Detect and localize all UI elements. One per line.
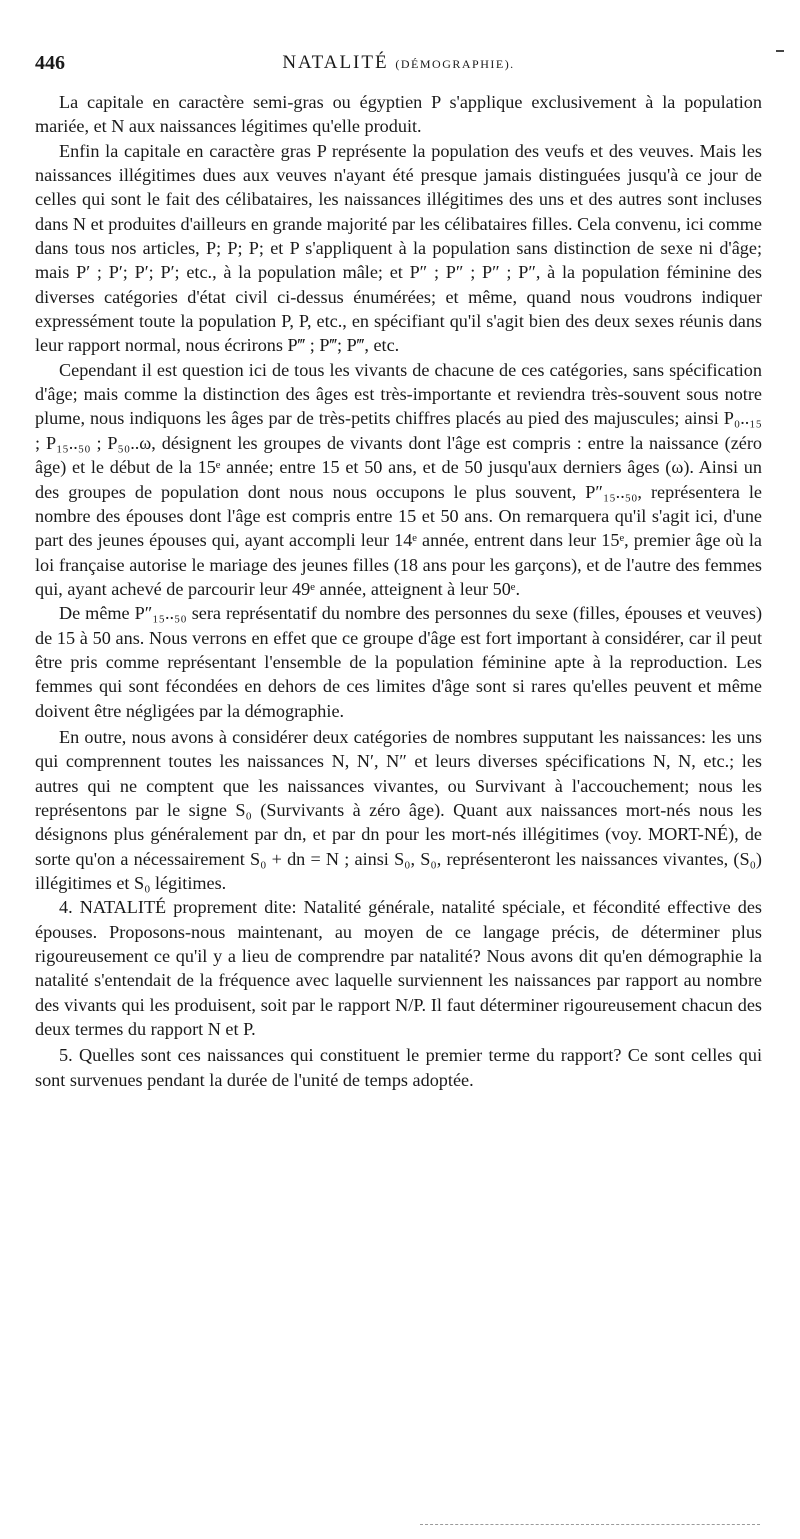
running-title — [35, 52, 762, 74]
footer-rule — [420, 1524, 760, 1525]
paragraph-4: De même P″₁₅..₅₀ sera représentatif du nombre des personnes du sexe (filles, épouses et veuves) de 15 à 50 ans. Nous verrons en effet que ce groupe d'âge est fort important à considérer, car il peut être pris comme représentant l'ensemble de la population féminine apte à la reproduction. Les femmes qui sont fécondées en dehors de ces limites d'âge sont si rares qu'elles peuvent et même doivent être négligées par la démographie. — [35, 603, 762, 721]
paragraph-3: Cependant il est question ici de tous les vivants de chacune de ces catégories, sans spécification d'âge; mais comme la distinction des âges est très-importante et reviendra très-souvent sous notre plume, nous indiquons les âges par de très-petits chiffres placés au pied des majuscules; ainsi P₀..₁₅ ; P₁₅..₅₀ ; P₅₀..ω, désignent les groupes de vivants dont l'âge est compris : entre la naissance (zéro âge) et le début de la 15ᵉ année; entre 15 et 50 ans, et de 50 jusqu'aux derniers âges (ω). Ainsi un des groupes de population dont nous nous occupons le plus souvent, P″₁₅..₅₀, représentera le nombre des épouses dont l'âge est compris entre 15 et 50 ans. On remarquera qu'il s'agit ici, d'une part des jeunes épouses qui, ayant accompli leur 14ᵉ année, entrent dans leur 15ᵉ, premier âge où la loi française autorise le mariage des jeunes filles (18 ans pour les garçons), et de l'autre des femmes qui, ayant achevé de parcourir leur 49ᵉ année, atteignent à leur 50ᵉ. — [35, 359, 762, 599]
page-body — [35, 90, 762, 1092]
page-number: 446 — [35, 52, 65, 74]
paragraph-7: 5. Quelles sont ces naissances qui constituent le premier terme du rapport? Ce sont celles qui sont survenues pendant la durée de l'unité de temps adoptée. — [35, 1045, 762, 1090]
paragraph-5: En outre, nous avons à considérer deux catégories de nombres supputant les naissances: les uns qui comprennent toutes les naissances N, N′, N″ et leurs diverses spécifications N, N, etc.; les autres qui ne comptent que les naissances vivantes, ou Survivant à l'accouchement; nous les représentons par le signe S₀ (Survivants à zéro âge). Quant aux naissances mort-nés nous les désignons plus généralement par dn, et par dn pour les mort-nés illégitimes (voy. MORT-NÉ), de sorte qu'on a nécessairement S₀ + dn = N ; ainsi S₀, S₀, représenteront les naissances vivantes, (S₀) illégitimes et S₀ légitimes. — [35, 726, 762, 893]
running-title-main: NATALITÉ — [282, 52, 389, 73]
paragraph-6: 4. NATALITÉ proprement dite: Natalité générale, natalité spéciale, et fécondité effective des épouses. Proposons-nous maintenant, au moyen de ce langage précis, de déterminer plus rigoureusement ce qu'il y a lieu de comprendre par natalité? Nous avons dit qu'en démographie la natalité s'entendait de la fréquence avec laquelle surviennent les naissances par rapport au nombre des vivants qui les produisent, soit par le rapport N/P. Il faut déterminer rigoureusement chacun des deux termes du rapport N et P. — [35, 897, 762, 1040]
paragraph-2: Enfin la capitale en caractère gras P représente la population des veufs et des veuves. Mais les naissances illégitimes dues aux veuves n'ayant été presque jamais distinguées jusqu'à ce jour de celles qui sont le fait des célibataires, les naissances illégitimes des uns et des autres sont incluses dans N et produites d'ailleurs en grande majorité par les célibataires filles. Cela convenu, ici comme dans tous nos articles, P; P; P; et P s'appliquent à la population sans distinction de sexe ni d'âge; mais P′ ; P′; P′; P′; etc., à la population mâle; et P″ ; P″ ; P″ ; P″, à la population féminine des diverses catégories d'état civil ci-dessus énumérées; et même, quand nous voudrons indiquer expressément toute la population P, P, etc., en spécifiant qu'il s'agit bien des deux sexes réunis dans leur rapport normal, nous écrirons P‴ ; P‴; P‴, etc. — [35, 140, 762, 356]
page-header — [35, 52, 762, 82]
paragraph-1: La capitale en caractère semi-gras ou égyptien P s'applique exclusivement à la population mariée, et N aux naissances légitimes qu'elle produit. — [35, 92, 762, 137]
scan-mark — [776, 50, 784, 52]
running-title-sub: (DÉMOGRAPHIE). — [395, 57, 515, 71]
